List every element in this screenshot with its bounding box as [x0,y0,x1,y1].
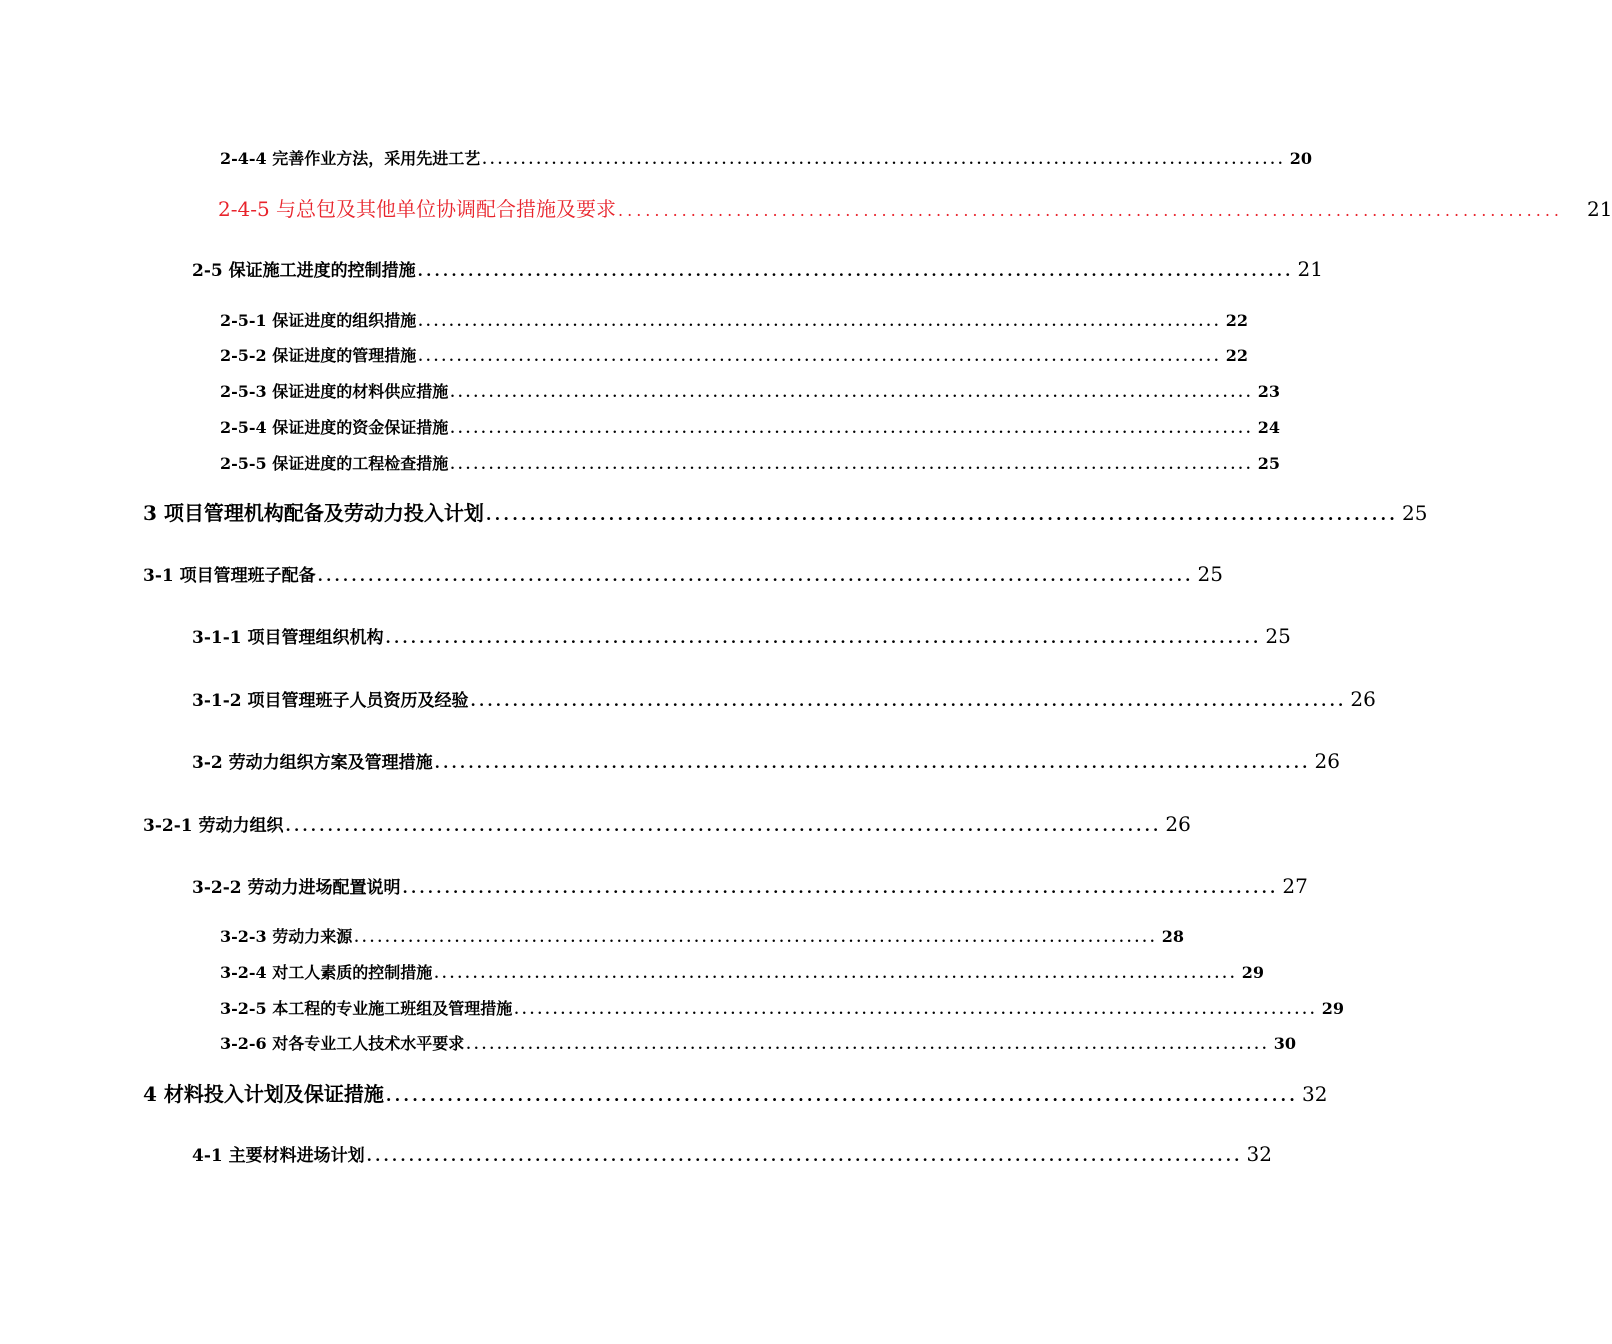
toc-page-number: 29 [1241,963,1265,982]
toc-entry-label: 3 项目管理机构配备及劳动力投入计划 [143,501,484,525]
toc-entry-4[interactable] [143,1078,1328,1107]
toc-page-number: 28 [1161,927,1185,946]
dot-leader: ........................................................................................................ [470,692,1347,710]
dot-leader: ........................................................................................................ [466,1038,1270,1053]
dot-leader: ........................................................................................................ [417,262,1294,280]
toc-entry-label: 3-1-2 项目管理班子人员资历及经验 [192,691,469,711]
toc-entry-label: 2-5 保证施工进度的控制措施 [192,261,416,281]
toc-page-number: 23 [1257,382,1281,401]
toc-entry-3[interactable] [143,497,1428,526]
dot-leader: ........................................................................................................ [434,754,1311,772]
toc-entry-label: 3-2-1 劳动力组织 [143,816,284,836]
toc-entry-2-5-3[interactable] [220,379,1281,402]
dot-leader: ........................................................................................................ [450,386,1254,401]
toc-entry-label: 4 材料投入计划及保证措施 [143,1082,384,1106]
toc-entry-3-2-4[interactable] [220,960,1265,983]
dot-leader: ........................................................................................................ [366,1147,1243,1165]
toc-page-number: 25 [1257,454,1281,473]
toc-page-number: 32 [1246,1142,1272,1166]
toc-entry-3-1-2[interactable] [192,686,1376,711]
toc-page-number: 25 [1402,501,1428,525]
toc-entry-3-2-6[interactable] [220,1031,1297,1054]
dot-leader: ........................................................................................................ [418,350,1222,365]
toc-page-number: 22 [1225,346,1249,365]
toc-entry-label: 2-5-4 保证进度的资金保证措施 [220,418,449,437]
toc-entry-label: 3-2-6 对各专业工人技术水平要求 [220,1034,465,1053]
dot-leader: ........................................................................................................ [618,201,1563,220]
toc-page-number: 26 [1314,749,1340,773]
toc-entry-2-4-4[interactable] [220,146,1313,169]
toc-entry-label: 3-2-4 对工人素质的控制措施 [220,963,433,982]
toc-entry-2-4-5[interactable] [218,193,1612,222]
toc-entry-label: 3-2 劳动力组织方案及管理措施 [192,753,433,773]
dot-leader: ........................................................................................................ [418,315,1222,330]
toc-entry-label: 3-1 项目管理班子配备 [143,566,316,586]
dot-leader: ........................................................................................................ [514,1003,1318,1018]
toc-page-number: 22 [1225,311,1249,330]
toc-page-number: 26 [1350,687,1376,711]
toc-page-number: 25 [1197,562,1223,586]
dot-leader: ........................................................................................................ [434,967,1238,982]
toc-page-number: 27 [1282,874,1308,898]
toc-page-number: 24 [1257,418,1281,437]
dot-leader: ........................................................................................................ [385,629,1262,647]
toc-page-number: 21 [1297,257,1323,281]
dot-leader: ........................................................................................................ [485,505,1399,524]
toc-entry-3-1-1[interactable] [192,623,1291,648]
toc-entry-3-1[interactable] [143,561,1223,586]
toc-entry-label: 2-5-2 保证进度的管理措施 [220,346,417,365]
toc-page-number: 32 [1302,1082,1328,1106]
toc-entry-3-2-5[interactable] [220,996,1345,1019]
toc-entry-label: 2-5-3 保证进度的材料供应措施 [220,382,449,401]
dot-leader: ........................................................................................................ [482,153,1286,168]
toc-entry-2-5-4[interactable] [220,415,1281,438]
toc-entry-label: 3-2-5 本工程的专业施工班组及管理措施 [220,999,513,1018]
toc-entry-2-5-5[interactable] [220,451,1281,474]
toc-page-number: 25 [1265,624,1291,648]
toc-entry-2-5-2[interactable] [220,343,1249,366]
toc-entry-label: 2-4-5 与总包及其他单位协调配合措施及要求 [218,197,617,221]
toc-page-number: 30 [1273,1034,1297,1053]
toc-entry-2-5-1[interactable] [220,308,1249,331]
toc-entry-3-2-1[interactable] [143,811,1191,836]
toc-entry-label: 3-2-2 劳动力进场配置说明 [192,878,401,898]
dot-leader: ........................................................................................................ [317,567,1194,585]
toc-entry-3-2-3[interactable] [220,924,1185,947]
toc-entry-3-2-2[interactable] [192,873,1308,898]
toc-entry-2-5[interactable] [192,256,1323,281]
toc-page-number: 26 [1165,812,1191,836]
toc-entry-label: 4-1 主要材料进场计划 [192,1146,365,1166]
toc-page-number: 21 [1586,197,1612,221]
toc-entry-label: 2-5-5 保证进度的工程检查措施 [220,454,449,473]
toc-page-number: 20 [1289,149,1313,168]
toc-entry-4-1[interactable] [192,1141,1272,1166]
toc-entry-label: 2-4-4 完善作业方法，采用先进工艺 [220,149,481,168]
dot-leader: ........................................................................................................ [354,931,1158,946]
dot-leader: ........................................................................................................ [285,817,1162,835]
toc-page-number: 29 [1321,999,1345,1018]
dot-leader: ........................................................................................................ [450,458,1254,473]
toc-entry-label: 3-1-1 项目管理组织机构 [192,628,384,648]
toc-entry-label: 3-2-3 劳动力来源 [220,927,353,946]
toc-entry-label: 2-5-1 保证进度的组织措施 [220,311,417,330]
toc-entry-3-2[interactable] [192,748,1340,773]
dot-leader: ........................................................................................................ [402,879,1279,897]
dot-leader: ........................................................................................................ [385,1086,1299,1105]
dot-leader: ........................................................................................................ [450,422,1254,437]
